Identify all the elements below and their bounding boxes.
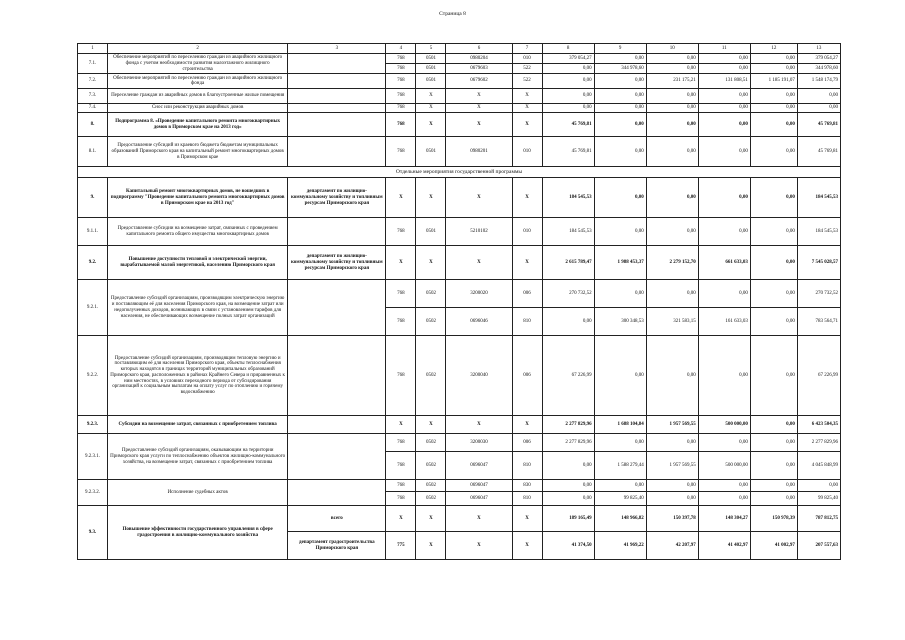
row-responsible bbox=[288, 336, 386, 416]
cell-2014: 41 969,22 bbox=[594, 532, 646, 560]
cell-2017: 0,00 bbox=[750, 218, 797, 246]
cell-grbs: 768 bbox=[386, 434, 416, 452]
cell-2014: 1 688 104,84 bbox=[594, 416, 646, 434]
cell-vr: 810 bbox=[512, 308, 542, 336]
table-row bbox=[78, 178, 841, 218]
cell-2013: 270 732,52 bbox=[542, 280, 594, 308]
cell-2014: 0,00 bbox=[594, 74, 646, 89]
header-cell: 1 bbox=[78, 44, 108, 54]
cell-grbs: 768 bbox=[386, 452, 416, 480]
row-description: Обеспечение мероприятий по переселению граждан из аварийного жилищного фонда bbox=[108, 74, 288, 89]
cell-2015: 42 207,97 bbox=[646, 532, 698, 560]
cell-total: 0,00 bbox=[797, 89, 840, 104]
cell-csr: 0696046 bbox=[446, 308, 512, 336]
cell-2014: 1 988 453,37 bbox=[594, 246, 646, 280]
table-row bbox=[78, 480, 841, 492]
cell-csr: X bbox=[446, 178, 512, 218]
row-number: 9.2. bbox=[78, 246, 108, 280]
cell-grbs: X bbox=[386, 178, 416, 218]
cell-vr: 522 bbox=[512, 64, 542, 74]
cell-total: 184 545,53 bbox=[797, 178, 840, 218]
table-row bbox=[78, 246, 841, 280]
row-description: Повышение эффективности государственного управления в сфере градостроения в жилищно-коммунального хозяйства bbox=[108, 506, 288, 560]
cell-2016: 0,00 bbox=[698, 280, 750, 308]
cell-csr: X bbox=[446, 246, 512, 280]
cell-2014: 300 348,53 bbox=[594, 308, 646, 336]
cell-vr: 522 bbox=[512, 74, 542, 89]
cell-vr: X bbox=[512, 416, 542, 434]
cell-2015: 0,00 bbox=[646, 89, 698, 104]
cell-grbs: 768 bbox=[386, 137, 416, 167]
cell-grbs: 768 bbox=[386, 104, 416, 113]
row-description: Предоставление субсидий из краевого бюджета бюджетам муниципальных образований Приморского края на капитальный ремонт многоквартирных домов в Приморском крае bbox=[108, 137, 288, 167]
cell-total: 787 812,75 bbox=[797, 506, 840, 532]
cell-2013: 0,00 bbox=[542, 64, 594, 74]
row-number: 9. bbox=[78, 178, 108, 218]
cell-2016: 500 000,00 bbox=[698, 416, 750, 434]
cell-2017: 41 002,97 bbox=[750, 532, 797, 560]
header-cell: 11 bbox=[698, 44, 750, 54]
row-description: Переселение граждан из аварийных домов в благоустроенные жилые помещения bbox=[108, 89, 288, 104]
cell-total: 45 769,81 bbox=[797, 113, 840, 137]
row-responsible: департамент по жилищно-коммунальному хозяйству и топливным ресурсам Приморского края bbox=[288, 178, 386, 218]
cell-2016: 0,00 bbox=[698, 480, 750, 492]
cell-2015: 0,00 bbox=[646, 434, 698, 452]
row-number: 9.1.1. bbox=[78, 218, 108, 246]
cell-total: 67 226,99 bbox=[797, 336, 840, 416]
cell-csr: 3200040 bbox=[446, 336, 512, 416]
cell-2017: 0,00 bbox=[750, 246, 797, 280]
table-row bbox=[78, 336, 841, 416]
cell-vr: 006 bbox=[512, 280, 542, 308]
cell-grbs: 768 bbox=[386, 113, 416, 137]
cell-2017: 0,00 bbox=[750, 104, 797, 113]
row-responsible bbox=[288, 74, 386, 89]
row-number: 8.1. bbox=[78, 137, 108, 167]
row-number: 7.2. bbox=[78, 74, 108, 89]
row-description: Предоставление субсидий организациям, оказывающим на территории Приморского края услуги по теплоснабжению объектов жилищно-коммунального хозяйства, на возмещение затрат, связанных с приобретением топлива bbox=[108, 434, 288, 480]
row-number: 9.2.1. bbox=[78, 280, 108, 336]
row-number: 9.2.3.2. bbox=[78, 480, 108, 506]
header-cell: 7 bbox=[512, 44, 542, 54]
cell-total: 0,00 bbox=[797, 480, 840, 492]
cell-2016: 0,00 bbox=[698, 137, 750, 167]
cell-vr: X bbox=[512, 506, 542, 532]
table-row bbox=[78, 434, 841, 452]
header-cell: 5 bbox=[416, 44, 446, 54]
row-responsible bbox=[288, 89, 386, 104]
row-description: Снос или реконструкция аварийных домов bbox=[108, 104, 288, 113]
cell-rzpr: X bbox=[416, 506, 446, 532]
cell-total: 783 564,71 bbox=[797, 308, 840, 336]
row-description: Предоставление субсидии на возмещение затрат, связанных с проведением капитального ремонта общего имущества многоквартирных домов bbox=[108, 218, 288, 246]
cell-rzpr: 0501 bbox=[416, 137, 446, 167]
cell-rzpr: 0501 bbox=[416, 74, 446, 89]
cell-2017: 0,00 bbox=[750, 416, 797, 434]
cell-rzpr: 0501 bbox=[416, 218, 446, 246]
header-cell: 13 bbox=[797, 44, 840, 54]
cell-rzpr: 0501 bbox=[416, 64, 446, 74]
cell-rzpr: X bbox=[416, 113, 446, 137]
cell-2013: 41 374,50 bbox=[542, 532, 594, 560]
cell-2016: 0,00 bbox=[698, 113, 750, 137]
cell-csr: 0696047 bbox=[446, 452, 512, 480]
cell-2014: 0,00 bbox=[594, 336, 646, 416]
cell-vr: X bbox=[512, 178, 542, 218]
cell-total: 6 423 504,35 bbox=[797, 416, 840, 434]
cell-2015: 0,00 bbox=[646, 104, 698, 113]
cell-2017: 0,00 bbox=[750, 64, 797, 74]
cell-2015: 150 397,78 bbox=[646, 506, 698, 532]
cell-csr: X bbox=[446, 113, 512, 137]
cell-2014: 0,00 bbox=[594, 178, 646, 218]
cell-2013: 184 545,53 bbox=[542, 218, 594, 246]
cell-total: 7 545 028,57 bbox=[797, 246, 840, 280]
cell-grbs: 768 bbox=[386, 89, 416, 104]
cell-2015: 0,00 bbox=[646, 492, 698, 506]
cell-csr: 0696047 bbox=[446, 492, 512, 506]
cell-rzpr: X bbox=[416, 104, 446, 113]
cell-2015: 1 957 569,55 bbox=[646, 452, 698, 480]
cell-2013: 2 277 829,96 bbox=[542, 416, 594, 434]
header-cell: 12 bbox=[750, 44, 797, 54]
cell-rzpr: 0502 bbox=[416, 434, 446, 452]
cell-2014: 0,00 bbox=[594, 113, 646, 137]
cell-csr: X bbox=[446, 416, 512, 434]
cell-vr: X bbox=[512, 89, 542, 104]
cell-grbs: 775 bbox=[386, 532, 416, 560]
row-description: Предоставление субсидий организациям, производящим тепловую энергию и поставляющим её для населения Приморского края, объекты теплоснабжения которых находятся в границах территорий муниципальных образований Приморского края, расположенных в районах Крайнего Севера и приравненных к ним местностях, в условиях переходного периода от субсидирования организаций к социальным выплатам на оплату услуг по отоплению и горячему водоснабжению bbox=[108, 336, 288, 416]
cell-grbs: 768 bbox=[386, 64, 416, 74]
table-row bbox=[78, 74, 841, 89]
cell-csr: X bbox=[446, 104, 512, 113]
row-responsible bbox=[288, 416, 386, 434]
row-description: Предоставление субсидий организациям, производящим электрическую энергию и поставляющим её для населения Приморского края, на возмещение затрат или недополученных доходов, возникающих в связи с установлением тарифов для населения, не обеспечивающих возмещение полных затрат организаций bbox=[108, 280, 288, 336]
table-row bbox=[78, 137, 841, 167]
row-description: Исполнение судебных актов bbox=[108, 480, 288, 506]
row-number: 9.2.3.1. bbox=[78, 434, 108, 480]
cell-2014: 0,00 bbox=[594, 54, 646, 64]
header-cell: 10 bbox=[646, 44, 698, 54]
cell-2016: 0,00 bbox=[698, 434, 750, 452]
cell-2013: 45 769,81 bbox=[542, 113, 594, 137]
row-description: Капитальный ремонт многоквартирных домов, не вошедших в подпрограмму "Проведение капитального ремонта многоквартирных домов в Приморском крае на 2013 год" bbox=[108, 178, 288, 218]
cell-2014: 344 978,60 bbox=[594, 64, 646, 74]
cell-2016: 0,00 bbox=[698, 89, 750, 104]
cell-2017: 150 978,39 bbox=[750, 506, 797, 532]
row-description: Подпрограмма 8. «Проведение капитального ремонта многоквартирных домов в Приморском крае на 2013 год» bbox=[108, 113, 288, 137]
cell-2015: 1 957 569,55 bbox=[646, 416, 698, 434]
cell-csr: 0696047 bbox=[446, 480, 512, 492]
cell-2016: 131 808,51 bbox=[698, 74, 750, 89]
cell-vr: X bbox=[512, 104, 542, 113]
cell-csr: 3200030 bbox=[446, 434, 512, 452]
cell-2016: 500 000,00 bbox=[698, 452, 750, 480]
cell-2016: 0,00 bbox=[698, 492, 750, 506]
cell-2014: 0,00 bbox=[594, 137, 646, 167]
cell-vr: 830 bbox=[512, 480, 542, 492]
header-cell: 8 bbox=[542, 44, 594, 54]
cell-2016: 41 402,97 bbox=[698, 532, 750, 560]
cell-vr: 006 bbox=[512, 434, 542, 452]
cell-2016: 161 633,03 bbox=[698, 308, 750, 336]
cell-vr: 006 bbox=[512, 336, 542, 416]
row-description: Повышение доступности тепловой и электрической энергии, вырабатываемой малой энергетикой, населению Приморского края bbox=[108, 246, 288, 280]
cell-grbs: 768 bbox=[386, 492, 416, 506]
cell-2017: 1 185 191,07 bbox=[750, 74, 797, 89]
cell-2016: 0,00 bbox=[698, 104, 750, 113]
cell-2016: 661 633,03 bbox=[698, 246, 750, 280]
cell-2017: 0,00 bbox=[750, 54, 797, 64]
table-row bbox=[78, 89, 841, 104]
cell-total: 1 548 174,79 bbox=[797, 74, 840, 89]
cell-2015: 0,00 bbox=[646, 64, 698, 74]
cell-2015: 2 279 152,70 bbox=[646, 246, 698, 280]
cell-2013: 2 277 829,96 bbox=[542, 434, 594, 452]
cell-2013: 189 165,49 bbox=[542, 506, 594, 532]
cell-2015: 0,00 bbox=[646, 178, 698, 218]
cell-csr: X bbox=[446, 532, 512, 560]
cell-rzpr: X bbox=[416, 532, 446, 560]
cell-csr: 0679602 bbox=[446, 74, 512, 89]
cell-2015: 0,00 bbox=[646, 336, 698, 416]
cell-2013: 0,00 bbox=[542, 89, 594, 104]
cell-2014: 0,00 bbox=[594, 218, 646, 246]
table-row bbox=[78, 218, 841, 246]
header-cell: 2 bbox=[108, 44, 288, 54]
cell-total: 344 978,60 bbox=[797, 64, 840, 74]
cell-2013: 0,00 bbox=[542, 480, 594, 492]
cell-rzpr: 0502 bbox=[416, 480, 446, 492]
cell-2017: 0,00 bbox=[750, 452, 797, 480]
cell-total: 45 769,81 bbox=[797, 137, 840, 167]
row-responsible: всего bbox=[288, 506, 386, 532]
cell-rzpr: X bbox=[416, 178, 446, 218]
row-responsible bbox=[288, 54, 386, 74]
row-responsible bbox=[288, 113, 386, 137]
cell-2016: 0,00 bbox=[698, 64, 750, 74]
cell-csr: 0980201 bbox=[446, 137, 512, 167]
cell-total: 4 045 848,99 bbox=[797, 452, 840, 480]
cell-2014: 0,00 bbox=[594, 280, 646, 308]
table-row bbox=[78, 113, 841, 137]
cell-2017: 0,00 bbox=[750, 89, 797, 104]
cell-2014: 99 825,40 bbox=[594, 492, 646, 506]
cell-grbs: X bbox=[386, 506, 416, 532]
row-number: 9.2.3. bbox=[78, 416, 108, 434]
cell-2016: 148 304,27 bbox=[698, 506, 750, 532]
cell-2013: 2 615 789,47 bbox=[542, 246, 594, 280]
header-cell: 9 bbox=[594, 44, 646, 54]
cell-2016: 0,00 bbox=[698, 336, 750, 416]
row-responsible bbox=[288, 434, 386, 480]
cell-vr: 010 bbox=[512, 137, 542, 167]
cell-grbs: 768 bbox=[386, 54, 416, 64]
cell-2017: 0,00 bbox=[750, 113, 797, 137]
row-description: Обеспечение мероприятий по переселению граждан из аварийного жилищного фонда с учетом необходимости развития малоэтажного жилищного строительства bbox=[108, 54, 288, 74]
cell-total: 2 277 829,96 bbox=[797, 434, 840, 452]
cell-grbs: X bbox=[386, 416, 416, 434]
cell-2015: 0,00 bbox=[646, 480, 698, 492]
cell-rzpr: 0502 bbox=[416, 336, 446, 416]
cell-vr: X bbox=[512, 246, 542, 280]
cell-vr: X bbox=[512, 113, 542, 137]
cell-csr: 5210102 bbox=[446, 218, 512, 246]
cell-2014: 0,00 bbox=[594, 434, 646, 452]
row-responsible: департамент градостроительства Приморского края bbox=[288, 532, 386, 560]
cell-total: 0,00 bbox=[797, 104, 840, 113]
cell-2017: 0,00 bbox=[750, 308, 797, 336]
cell-vr: 810 bbox=[512, 452, 542, 480]
row-responsible bbox=[288, 280, 386, 336]
cell-rzpr: 0502 bbox=[416, 452, 446, 480]
row-number: 7.4. bbox=[78, 104, 108, 113]
cell-vr: X bbox=[512, 532, 542, 560]
cell-vr: 010 bbox=[512, 54, 542, 64]
row-number: 9.3. bbox=[78, 506, 108, 560]
cell-2013: 184 545,53 bbox=[542, 178, 594, 218]
cell-total: 99 825,40 bbox=[797, 492, 840, 506]
cell-csr: X bbox=[446, 506, 512, 532]
header-cell: 6 bbox=[446, 44, 512, 54]
cell-2016: 0,00 bbox=[698, 218, 750, 246]
cell-vr: 810 bbox=[512, 492, 542, 506]
cell-csr: X bbox=[446, 89, 512, 104]
table-row bbox=[78, 280, 841, 308]
cell-2015: 231 175,21 bbox=[646, 74, 698, 89]
cell-2013: 0,00 bbox=[542, 74, 594, 89]
cell-rzpr: X bbox=[416, 416, 446, 434]
cell-2015: 0,00 bbox=[646, 113, 698, 137]
cell-grbs: 768 bbox=[386, 336, 416, 416]
budget-table bbox=[77, 43, 841, 560]
table-row bbox=[78, 506, 841, 532]
row-number: 7.3. bbox=[78, 89, 108, 104]
cell-2014: 1 588 279,44 bbox=[594, 452, 646, 480]
cell-rzpr: 0502 bbox=[416, 492, 446, 506]
cell-csr: 3200020 bbox=[446, 280, 512, 308]
cell-2013: 0,00 bbox=[542, 492, 594, 506]
cell-2014: 0,00 bbox=[594, 480, 646, 492]
cell-2017: 0,00 bbox=[750, 336, 797, 416]
row-responsible bbox=[288, 218, 386, 246]
header-cell: 4 bbox=[386, 44, 416, 54]
row-number: 8. bbox=[78, 113, 108, 137]
cell-2015: 321 583,15 bbox=[646, 308, 698, 336]
cell-grbs: 768 bbox=[386, 280, 416, 308]
cell-2017: 0,00 bbox=[750, 178, 797, 218]
table-header-row bbox=[78, 44, 841, 54]
cell-vr: 010 bbox=[512, 218, 542, 246]
cell-2017: 0,00 bbox=[750, 434, 797, 452]
cell-total: 184 545,53 bbox=[797, 218, 840, 246]
cell-2014: 0,00 bbox=[594, 104, 646, 113]
cell-csr: 0679603 bbox=[446, 64, 512, 74]
cell-rzpr: X bbox=[416, 89, 446, 104]
cell-2013: 0,00 bbox=[542, 452, 594, 480]
cell-2015: 0,00 bbox=[646, 54, 698, 64]
cell-2017: 0,00 bbox=[750, 280, 797, 308]
cell-rzpr: 0502 bbox=[416, 280, 446, 308]
page-number: Страница 8 bbox=[439, 11, 466, 17]
cell-2013: 45 769,81 bbox=[542, 137, 594, 167]
row-responsible: департамент по жилищно-коммунальному хозяйству и топливным ресурсам Приморского края bbox=[288, 246, 386, 280]
cell-2013: 67 226,99 bbox=[542, 336, 594, 416]
header-cell: 3 bbox=[288, 44, 386, 54]
row-description: Субсидии на возмещение затрат, связанных с приобретением топлива bbox=[108, 416, 288, 434]
cell-grbs: 768 bbox=[386, 480, 416, 492]
row-responsible bbox=[288, 480, 386, 506]
cell-2014: 148 966,82 bbox=[594, 506, 646, 532]
cell-2013: 0,00 bbox=[542, 308, 594, 336]
section-row bbox=[78, 167, 841, 178]
section-title: Отдельные мероприятия государственной программы bbox=[78, 167, 841, 178]
cell-2017: 0,00 bbox=[750, 480, 797, 492]
cell-rzpr: 0502 bbox=[416, 308, 446, 336]
cell-2013: 0,00 bbox=[542, 104, 594, 113]
cell-2015: 0,00 bbox=[646, 280, 698, 308]
row-number: 7.1. bbox=[78, 54, 108, 74]
cell-total: 379 054,27 bbox=[797, 54, 840, 64]
cell-total: 270 732,52 bbox=[797, 280, 840, 308]
cell-2017: 0,00 bbox=[750, 137, 797, 167]
cell-rzpr: X bbox=[416, 246, 446, 280]
table-row bbox=[78, 416, 841, 434]
cell-grbs: X bbox=[386, 246, 416, 280]
cell-2016: 0,00 bbox=[698, 178, 750, 218]
cell-grbs: 768 bbox=[386, 74, 416, 89]
cell-2014: 0,00 bbox=[594, 89, 646, 104]
cell-2017: 0,00 bbox=[750, 492, 797, 506]
row-responsible bbox=[288, 104, 386, 113]
cell-grbs: 768 bbox=[386, 218, 416, 246]
cell-grbs: 768 bbox=[386, 308, 416, 336]
row-number: 9.2.2. bbox=[78, 336, 108, 416]
table-row bbox=[78, 104, 841, 113]
cell-2013: 379 054,27 bbox=[542, 54, 594, 64]
row-responsible bbox=[288, 137, 386, 167]
cell-2015: 0,00 bbox=[646, 137, 698, 167]
cell-2016: 0,00 bbox=[698, 54, 750, 64]
cell-rzpr: 0501 bbox=[416, 54, 446, 64]
cell-2015: 0,00 bbox=[646, 218, 698, 246]
cell-csr: 0980204 bbox=[446, 54, 512, 64]
cell-total: 207 557,63 bbox=[797, 532, 840, 560]
table-row bbox=[78, 54, 841, 64]
